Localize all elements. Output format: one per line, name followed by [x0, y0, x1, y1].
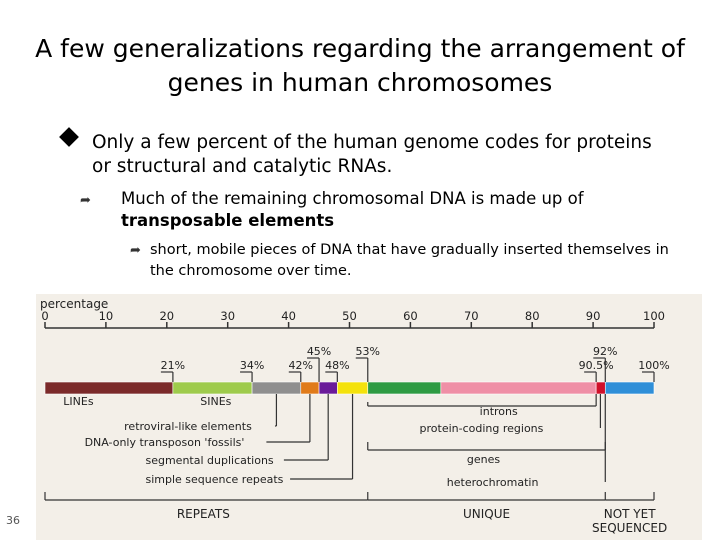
arrow-bullet-icon: ➦	[80, 193, 91, 208]
diamond-bullet-icon	[59, 127, 79, 147]
bar-segment	[252, 382, 301, 394]
bar-segment	[301, 382, 319, 394]
scale-tick-label: 50	[342, 309, 357, 323]
scale-tick-label: 70	[463, 309, 479, 323]
scale-tick-label: 100	[643, 309, 665, 323]
bar-segment	[337, 382, 367, 394]
scale-tick-label: 80	[524, 309, 540, 323]
scale-tick-label: 30	[220, 309, 236, 323]
sines-label: SINEs	[200, 395, 232, 408]
value-label: 45%	[306, 345, 332, 358]
segmental-label: segmental duplications	[145, 454, 274, 467]
arrow-bullet-icon: ➦	[130, 243, 141, 258]
genes-label: genes	[466, 453, 501, 466]
sub-bullet-bold: transposable elements	[121, 211, 335, 230]
scale-tick-label: 10	[98, 309, 114, 323]
value-label: 92%	[593, 345, 618, 358]
value-label: 48%	[325, 359, 350, 372]
subsub-bullet-text: short, mobile pieces of DNA that have gradually inserted themselves in the chromosome over time.	[150, 242, 669, 279]
dna_only-label: DNA-only transposon 'fossils'	[84, 436, 245, 449]
slide-number: 36	[6, 514, 20, 527]
not-yet-label: NOT YET	[603, 507, 656, 521]
bar-segment	[441, 382, 596, 394]
value-label: 21%	[160, 359, 186, 372]
protein-coding-label: protein-coding regions	[419, 422, 544, 435]
bar-segment	[45, 382, 173, 394]
genome-chart	[36, 294, 702, 540]
title-line-1: A few generalizations regarding the arrangement of	[35, 34, 685, 63]
value-label: 42%	[288, 359, 314, 372]
scale-tick-label: 90	[585, 309, 601, 323]
value-label: 90.5%	[578, 359, 614, 372]
bar-segment	[368, 382, 441, 394]
sub-bullet-plain: Much of the remaining chromosomal DNA is made up of	[121, 189, 584, 208]
repeats-label: REPEATS	[176, 507, 230, 521]
scale-tick-label: 40	[281, 309, 296, 323]
introns-label: introns	[479, 405, 518, 418]
bar-segment	[596, 382, 605, 394]
sub-bullet-text	[121, 188, 681, 232]
value-label: 100%	[638, 359, 670, 372]
simple-label: simple sequence repeats	[145, 473, 284, 486]
genome-composition-figure	[36, 294, 702, 540]
bar-segment	[605, 382, 654, 394]
chart-title: percentage	[40, 297, 109, 311]
lines-label: LINEs	[63, 395, 94, 408]
slide-title	[0, 32, 720, 100]
scale-tick-label: 60	[403, 309, 418, 323]
bar-segment	[319, 382, 337, 394]
unique-label: UNIQUE	[462, 507, 511, 521]
bar-segment	[173, 382, 252, 394]
title-line-2: genes in human chromosomes	[167, 68, 553, 97]
sequenced-label: SEQUENCED	[592, 521, 668, 535]
value-label: 53%	[355, 345, 380, 358]
retroviral-label: retroviral-like elements	[124, 420, 252, 433]
bullet-text-1: Only a few percent of the human genome codes for proteins or structural and catalytic RNAs.	[92, 132, 652, 177]
heterochromatin-label: heterochromatin	[446, 476, 539, 489]
value-label: 34%	[239, 359, 265, 372]
scale-tick-label: 0	[41, 309, 49, 323]
scale-tick-label: 20	[159, 309, 175, 323]
